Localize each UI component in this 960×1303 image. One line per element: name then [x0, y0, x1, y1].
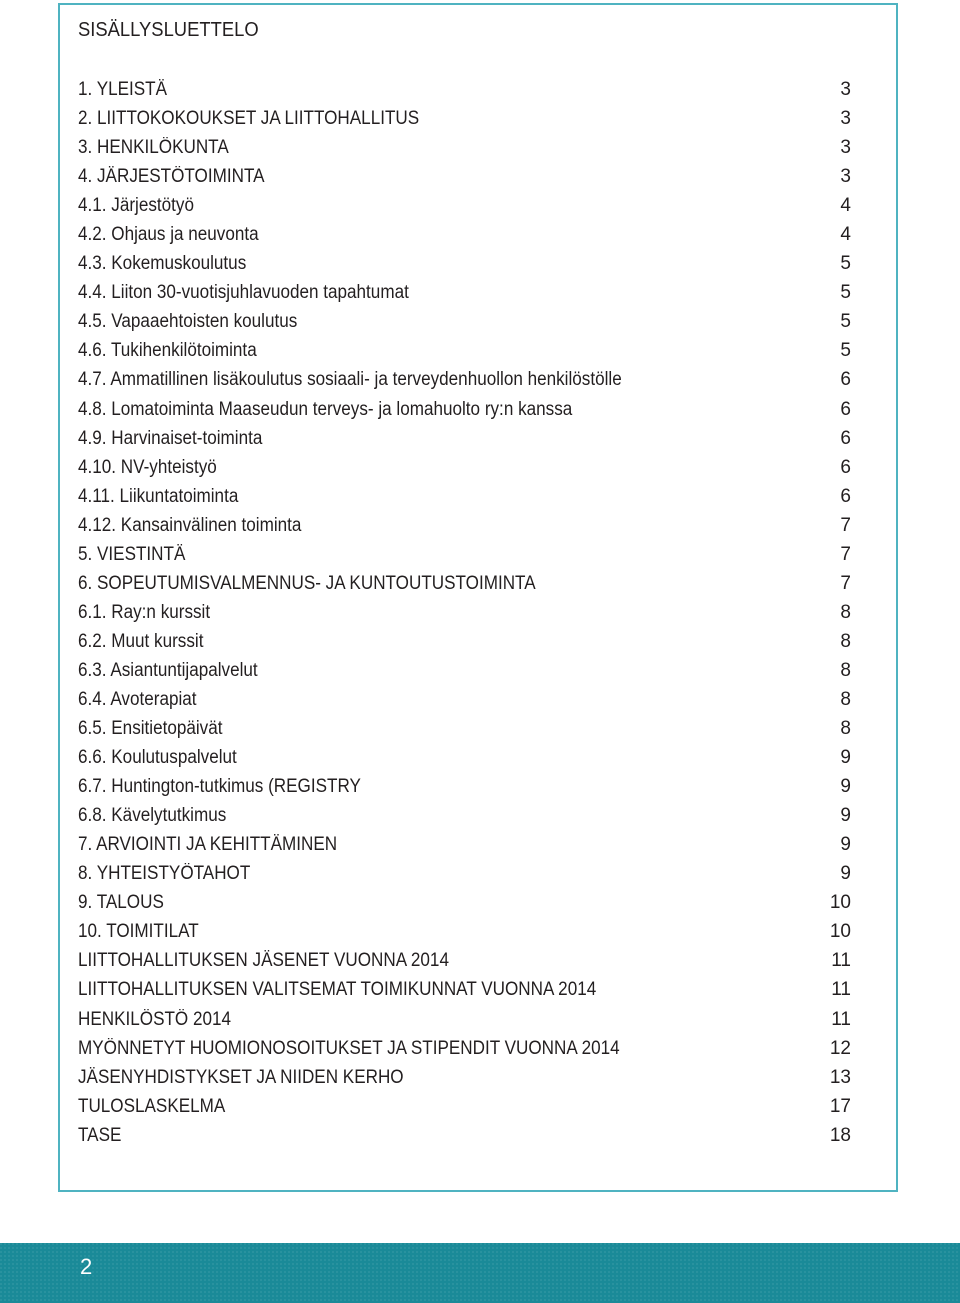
toc-entry-page: 13	[829, 1066, 851, 1088]
footer-band	[0, 1243, 960, 1303]
toc-entry-page: 7	[840, 514, 851, 536]
toc-entry-label: 6.3. Asiantuntijapalvelut	[78, 659, 258, 681]
toc-entry[interactable]	[78, 365, 851, 394]
toc-entry[interactable]	[78, 888, 851, 917]
toc-entry-label: 10. TOIMITILAT	[78, 921, 199, 943]
toc-entry-label: 4.7. Ammatillinen lisäkoulutus sosiaali- ja terveydenhuollon henkilöstölle	[78, 369, 622, 391]
toc-entry[interactable]	[78, 1005, 851, 1034]
toc-entry-label: LIITTOHALLITUKSEN JÄSENET VUONNA 2014	[78, 950, 449, 972]
toc-entry[interactable]	[78, 249, 851, 278]
toc-entry-page: 5	[840, 311, 851, 333]
toc-entry[interactable]	[78, 1034, 851, 1063]
toc-entry-label: 4.11. Liikuntatoiminta	[78, 485, 239, 507]
toc-entry[interactable]	[78, 104, 851, 133]
toc-entry-page: 5	[840, 282, 851, 304]
toc-entry-page: 9	[840, 776, 851, 798]
toc-entry-label: HENKILÖSTÖ 2014	[78, 1008, 232, 1030]
toc-entry-label: 4.5. Vapaaehtoisten koulutus	[78, 311, 298, 333]
toc-entry-label: 4.6. Tukihenkilötoiminta	[78, 340, 257, 362]
toc-entry[interactable]	[78, 801, 851, 830]
toc-entry[interactable]	[78, 307, 851, 336]
toc-entry-label: JÄSENYHDISTYKSET JA NIIDEN KERHO	[78, 1066, 404, 1088]
toc-entry[interactable]	[78, 859, 851, 888]
toc-entry-page: 9	[840, 834, 851, 856]
toc-entry-page: 3	[840, 108, 851, 130]
toc-entry-page: 9	[840, 863, 851, 885]
toc-entry-label: 5. VIESTINTÄ	[78, 543, 186, 565]
toc-entry-label: TULOSLASKELMA	[78, 1095, 226, 1117]
page-number: 2	[80, 1254, 93, 1279]
toc-entry-label: 6.5. Ensitietopäivät	[78, 718, 223, 740]
toc-entry-label: 2. LIITTOKOKOUKSET JA LIITTOHALLITUS	[78, 108, 420, 130]
toc-entry-label: 6.7. Huntington-tutkimus (REGISTRY	[78, 776, 361, 798]
toc-entry[interactable]	[78, 743, 851, 772]
toc-entry-page: 18	[829, 1124, 851, 1146]
toc-entry-label: 4.8. Lomatoiminta Maaseudun terveys- ja lomahuolto ry:n kanssa	[78, 398, 573, 420]
toc-entry-label: 6.8. Kävelytutkimus	[78, 805, 227, 827]
toc-entry-label: 7. ARVIOINTI JA KEHITTÄMINEN	[78, 834, 338, 856]
toc-entry-page: 10	[829, 921, 851, 943]
toc-entry[interactable]	[78, 162, 851, 191]
toc-entry-label: 4.10. NV-yhteistyö	[78, 456, 217, 478]
toc-entry-label: 1. YLEISTÄ	[78, 79, 168, 100]
toc-entry[interactable]	[78, 1121, 851, 1150]
toc-entry[interactable]	[78, 917, 851, 946]
toc-entry-label: 4.4. Liiton 30-vuotisjuhlavuoden tapahtumat	[78, 282, 409, 304]
toc-entry-page: 10	[829, 892, 851, 914]
toc-entry[interactable]	[78, 569, 851, 598]
toc-entry-page: 8	[840, 601, 851, 623]
toc-entry[interactable]	[78, 598, 851, 627]
toc-entry[interactable]	[78, 453, 851, 482]
toc-entry-page: 8	[840, 718, 851, 740]
toc-entry-label: 6.1. Ray:n kurssit	[78, 601, 211, 623]
toc-entry-page: 6	[840, 485, 851, 507]
toc-entry-label: 4.2. Ohjaus ja neuvonta	[78, 224, 259, 246]
toc-entry[interactable]	[78, 220, 851, 249]
toc-entry-page: 8	[840, 688, 851, 710]
toc-entry-page: 7	[840, 572, 851, 594]
toc-entry[interactable]	[78, 75, 851, 104]
toc-entry[interactable]	[78, 830, 851, 859]
toc-entry-label: 6. SOPEUTUMISVALMENNUS- JA KUNTOUTUSTOIMINTA	[78, 572, 536, 594]
toc-entry[interactable]	[78, 278, 851, 307]
toc-entry-label: MYÖNNETYT HUOMIONOSOITUKSET JA STIPENDIT VUONNA 2014	[78, 1037, 620, 1059]
toc-entry-page: 3	[840, 79, 851, 100]
toc-entry-label: 8. YHTEISTYÖTAHOT	[78, 863, 251, 885]
toc-entry[interactable]	[78, 191, 851, 220]
toc-entry-page: 4	[840, 195, 851, 217]
toc-entry-page: 4	[840, 224, 851, 246]
toc-entry[interactable]	[78, 336, 851, 365]
toc-entry[interactable]	[78, 482, 851, 511]
toc-entry-page: 17	[829, 1095, 851, 1117]
toc-entry-page: 8	[840, 630, 851, 652]
toc-entry-page: 11	[831, 1008, 851, 1030]
toc-entry[interactable]	[78, 511, 851, 540]
toc-entry[interactable]	[78, 656, 851, 685]
toc-entry-page: 6	[840, 398, 851, 420]
toc-entry-label: 6.6. Koulutuspalvelut	[78, 747, 237, 769]
toc-entry-page: 3	[840, 137, 851, 159]
toc-entry-label: TASE	[78, 1124, 122, 1146]
toc-entry-page: 11	[831, 979, 851, 1001]
toc-entry-label: 4.1. Järjestötyö	[78, 195, 194, 217]
toc-entry-page: 5	[840, 340, 851, 362]
toc-entry[interactable]	[78, 133, 851, 162]
toc-title: SISÄLLYSLUETTELO	[78, 19, 259, 41]
toc-entry-page: 3	[840, 166, 851, 188]
toc-entry-label: 3. HENKILÖKUNTA	[78, 137, 229, 159]
toc-entry-page: 9	[840, 747, 851, 769]
toc-entry[interactable]	[78, 975, 851, 1004]
toc-entry[interactable]	[78, 946, 851, 975]
toc-entry[interactable]	[78, 627, 851, 656]
toc-entry-label: 6.2. Muut kurssit	[78, 630, 204, 652]
toc-entry[interactable]	[78, 714, 851, 743]
toc-entry[interactable]	[78, 424, 851, 453]
toc-entry-label: 4.12. Kansainvälinen toiminta	[78, 514, 302, 536]
toc-entry-page: 9	[840, 805, 851, 827]
toc-entry-label: 6.4. Avoterapiat	[78, 688, 197, 710]
toc-entry[interactable]	[78, 395, 851, 424]
toc-entry[interactable]	[78, 540, 851, 569]
toc-entry-label: 4. JÄRJESTÖTOIMINTA	[78, 166, 265, 188]
toc-list	[78, 75, 851, 1150]
toc-entry-page: 8	[840, 659, 851, 681]
toc-entry-label: LIITTOHALLITUKSEN VALITSEMAT TOIMIKUNNAT VUONNA 2014	[78, 979, 597, 1001]
toc-entry[interactable]	[78, 1092, 851, 1121]
toc-entry-label: 4.3. Kokemuskoulutus	[78, 253, 247, 275]
toc-entry[interactable]	[78, 685, 851, 714]
toc-entry-page: 11	[831, 950, 851, 972]
toc-entry[interactable]	[78, 1063, 851, 1092]
toc-entry-page: 12	[829, 1037, 851, 1059]
toc-entry-label: 9. TALOUS	[78, 892, 164, 914]
toc-entry-page: 6	[840, 456, 851, 478]
toc-entry-page: 7	[840, 543, 851, 565]
toc-entry-page: 5	[840, 253, 851, 275]
toc-entry-page: 6	[840, 369, 851, 391]
toc-entry[interactable]	[78, 772, 851, 801]
toc-entry-label: 4.9. Harvinaiset-toiminta	[78, 427, 263, 449]
toc-entry-page: 6	[840, 427, 851, 449]
